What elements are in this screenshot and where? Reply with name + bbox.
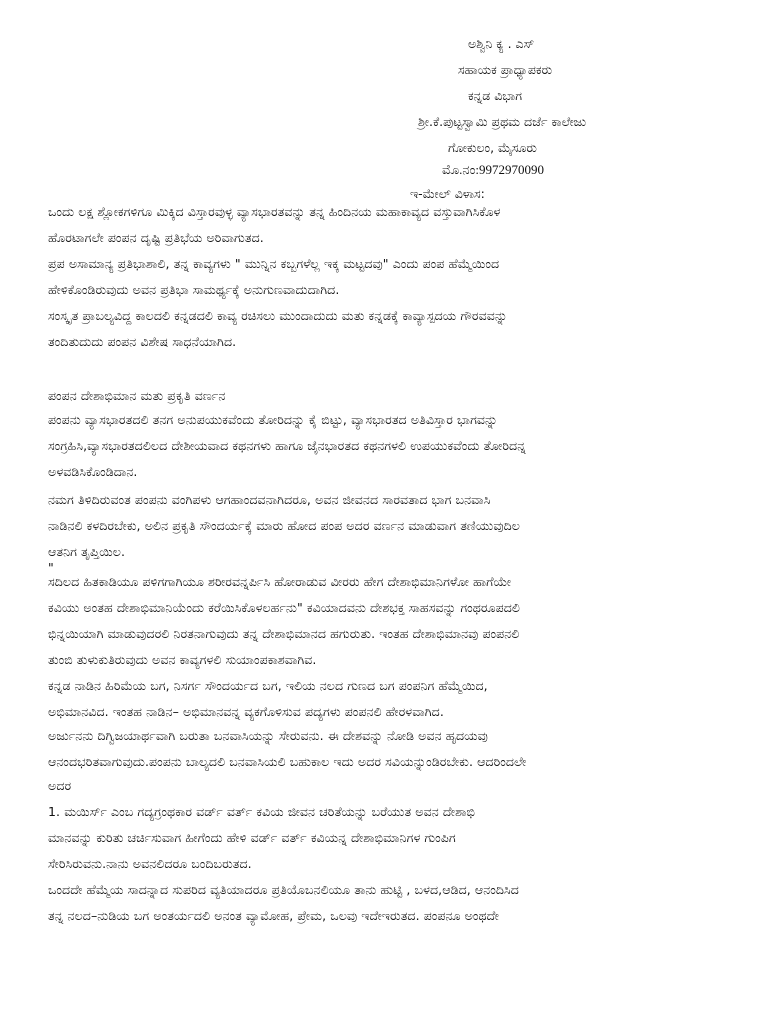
body-line: ಹೇಳಿಕೊಂಡಿರುವುದು ಅವನ ಪ್ರತಿಭಾ ಸಾಮರ್ಥ್ಯಕ್ಕೆ ಅನುಗುಣವಾದುದಾಗಿದ. [48,282,340,297]
author-department: ಕನ್ನಡ ವಿಭಾಗ [468,88,522,103]
body-line: ಪ್ರಪ ಅಸಾಮಾನ್ಯ ಪ್ರತಿಭಾಶಾಲಿ, ತನ್ನ ಕಾವ್ಯಗಳು " ಮುನ್ನಿನ ಕಬ್ಬಗಳೆಲ್ಲ ಇಕ್ಕ ಮಟ್ಟದವು" ಎಂದು ಪಂಪ ಹೆಮ್ಮೆಯಿಂದ [48,256,500,271]
body-line: ಸಂಸ್ಕೃತ ಪ್ರಾಬಲ್ಯವಿದ್ದ ಕಾಲದಲಿ ಕನ್ನಡದಲಿ ಕಾವ್ಯ ರಚಿಸಲು ಮುಂದಾದುದು ಮತು ಕನ್ನಡಕ್ಕೆ ಕಾವ್ಯಾಸ್ಪದಯ ಗೌರವವನ್ನು [48,308,508,323]
body-line: ತನ್ನ ನಲದ–ನುಡಿಯ ಬಗ ಅಂತರ್ಯದಲಿ ಅನಂತ ವ್ಯಾಮೋಹ, ಪ್ರೇಮ, ಒಲವು ಇದೇಇರುತದ. ಪಂಪನೂ ಅಂಥದೇ [48,908,499,923]
body-line: ನಾಡಿನಲಿ ಕಳದಿರಬೇಕು, ಅಲಿನ ಪ್ರಕೃತಿ ಸೌಂದರ್ಯಕ್ಕೆ ಮಾರು ಹೋದ ಪಂಪ ಅದರ ವರ್ಣನ ಮಾಡುವಾಗ ತಣಿಯುವುದಿಲ [48,518,521,533]
author-mobile: ಮೊ.ನಂ:9972970090 [442,162,545,177]
author-college: ಶ್ರೀ.ಕೆ.ಪುಟ್ಟಸ್ವಾಮಿ ಪ್ರಥಮ ದರ್ಜೆ ಕಾಲೇಜು [418,114,587,129]
author-designation: ಸಹಾಯಕ ಪ್ರಾಧ್ಯಾಪಕರು [458,62,553,77]
body-line: ಅಭಿಮಾನವಿದ. ಇಂತಹ ನಾಡಿನ– ಅಭಿಮಾನವನ್ನ ವ್ಯಕಗೊಳಿಸುವ ಪದ್ಯಗಳು ಪಂಪನಲಿ ಹೇರಳವಾಗಿದ. [48,704,444,719]
quote-mark: " [48,560,54,575]
footnote-line: 1. ಮಯಿರ್ಸ್ ಎಂಬ ಗದ್ಯಗ್ರಂಥಕಾರ ವರ್ಡ್ ವರ್ತ್ ಕವಿಯ ಜೀವನ ಚರಿತೆಯನ್ನು ಬರೆಯುತ ಅವನ ದೇಶಾಭಿ [48,804,475,819]
body-line: ತುಂಬಿ ತುಳುಕುತಿರುವುದು ಅವನ ಕಾವ್ಯಗಳಲಿ ಸುಯಾಂಪಕಾಶವಾಗಿವ. [48,652,317,667]
author-email-label: ಇ-ಮೇಲ್ ವಿಳಾಸ: [410,186,485,201]
body-line: ಸದಿಲದ ಹಿತಕಾಡಿಯೂ ಪಳಿಗಗಾಗಿಯೂ ಶರೀರವನ್ನರ್ಪಿಸಿ ಹೋರಾಡುವ ವೀರರು ಹೇಗ ದೇಶಾಭಿಮಾನಿಗಳೋ ಹಾಗೆಯೇ [48,574,512,589]
author-place: ಗೋಕುಲಂ, ಮೈಸೂರು [448,140,537,155]
footnote-line: ಮಾನವನ್ನು ಕುರಿತು ಚರ್ಚಿಸುವಾಗ ಹೀಗೆಂದು ಹೇಳಿ ವರ್ಡ್ ವರ್ತ್ ಕವಿಯನ್ನ ದೇಶಾಭಿಮಾನಿಗಳ ಗುಂಪಿಗ [48,830,456,845]
section-heading: ಪಂಪನ ದೇಶಾಭಿಮಾನ ಮತು ಪ್ರಕೃತಿ ವರ್ಣನ [48,388,226,403]
body-line: ಕನ್ನಡ ನಾಡಿನ ಹಿರಿಮೆಯ ಬಗ, ನಿಸರ್ಗ ಸೌಂದರ್ಯದ ಬಗ, ಇಲಿಯ ನಲದ ಗುಣದ ಬಗ ಪಂಪನಿಗ ಹೆಮ್ಮೆಯಿದ, [48,678,488,693]
body-line: ಅದರ [48,778,72,793]
author-name: ಅಶ್ವಿನಿ ಕ್ಯ . ಎಸ್ [468,36,535,51]
body-line: ಹೊರಟಾಗಲೇ ಪಂಪನ ದೃಷ್ಟಿ ಪ್ರತಿಭೆಯ ಅರಿವಾಗುತದ. [48,230,264,245]
footnote-line: ಸೇರಿಸಿರುವನು.ನಾನು ಅವನಲಿದರೂ ಬಂದಿಬರುತದ. [48,856,252,871]
body-line: ತಂದಿತುದುದು ಪಂಪನ ವಿಶೇಷ ಸಾಧನೆಯಾಗಿದ. [48,334,237,349]
body-line: ಒಂದು ಲಕ್ಷ ಶ್ಲೋಕಗಳಿಗೂ ಮಿಕ್ಕಿದ ವಿಸ್ತಾರವುಳ್ಳ ವ್ಯಾಸಭಾರತವನ್ನು ತನ್ನ ಹಿಂದಿನಯ ಮಹಾಕಾವ್ಯದ ವಸ್ತುವಾಗಿಸಿಕೊಳ [48,204,501,219]
body-line: ಭಿನ್ನಯಿಯಾಗಿ ಮಾಡುವುದರಲಿ ನಿರತನಾಗುವುದು ತನ್ನ ದೇಶಾಭಿಮಾನದ ಹಗುರುತು. ಇಂತಹ ದೇಶಾಭಿಮಾನವು ಪಂಪನಲಿ [48,626,520,641]
body-line: ಸಂಗ್ರಹಿಸಿ,ವ್ಯಾಸಭಾರತದಲಿಲದ ದೇಶೀಯವಾದ ಕಥನಗಳು ಹಾಗೂ ಜೈನಭಾರತದ ಕಥನಗಳಲಿ ಉಪಯುಕವೆಂದು ತೋರಿದನ್ನ [48,438,526,453]
body-line: ಒಂದದೇ ಹೆಮ್ಮೆಯ ಸಾದನ್ನಾದ ಸುಪರಿದ ವ್ಯತಿಯಾದರೂ ಪ್ರತಿಯೊಬನಲಿಯೂ ತಾನು ಹುಟ್ಟಿ , ಬಳದ,ಆಡಿದ, ಆನಂದಿಸಿದ [48,882,519,897]
body-line: ಆತನಿಗ ತೃಪ್ತಿಯಿಲ. [48,544,126,559]
body-line: ಅಳವಡಿಸಿಕೊಂಡಿದಾನ. [48,464,138,479]
body-line: ಅರ್ಜುನನು ದಿಗ್ವಿಜಯಾರ್ಥವಾಗಿ ಬರುತಾ ಬನವಾಸಿಯನ್ನು ಸೇರುವನು. ಈ ದೇಶವನ್ನು ನೋಡಿ ಅವನ ಹೃದಯವು [48,728,488,743]
body-line: ಕವಿಯು ಅಂತಹ ದೇಶಾಭಿಮಾನಿಯೆಂದು ಕರೆಯಿಸಿಕೊಳಲರ್ಹನು" ಕವಿಯಾದವನು ದೇಶಭಕ್ತ ಸಾಹಸವನ್ನು ಗಂಥರೂಪದಲಿ [48,600,520,615]
body-line: ನಮಗ ತಿಳಿದಿರುವಂತ ಪಂಪನು ವಂಗಿಪಳು ಆಗಹಾಂದವನಾಗಿದರೂ, ಅವನ ಜೀವನದ ಸಾರವತಾದ ಭಾಗ ಬನವಾಸಿ [48,492,491,507]
body-line: ಆನಂದಭರಿತವಾಗುವುದು.ಪಂಪನು ಬಾಲ್ಯದಲಿ ಬನವಾಸಿಯಲಿ ಬಹುಕಾಲ ಇದು ಅದರ ಸವಿಯನ್ನುಂಡಿರಬೇಕು. ಆದರಿಂದಲೇ [48,754,527,769]
body-line: ಪಂಪನು ವ್ಯಾಸಭಾರತದಲಿ ತನಗ ಅನುಪಯುಕವೆಂದು ತೋರಿದನ್ನು ಕೈ ಬಿಟ್ಟು, ವ್ಯಾಸಭಾರತದ ಅತಿವಿಸ್ತಾರ ಭಾಗವನ್ನು [48,412,498,427]
